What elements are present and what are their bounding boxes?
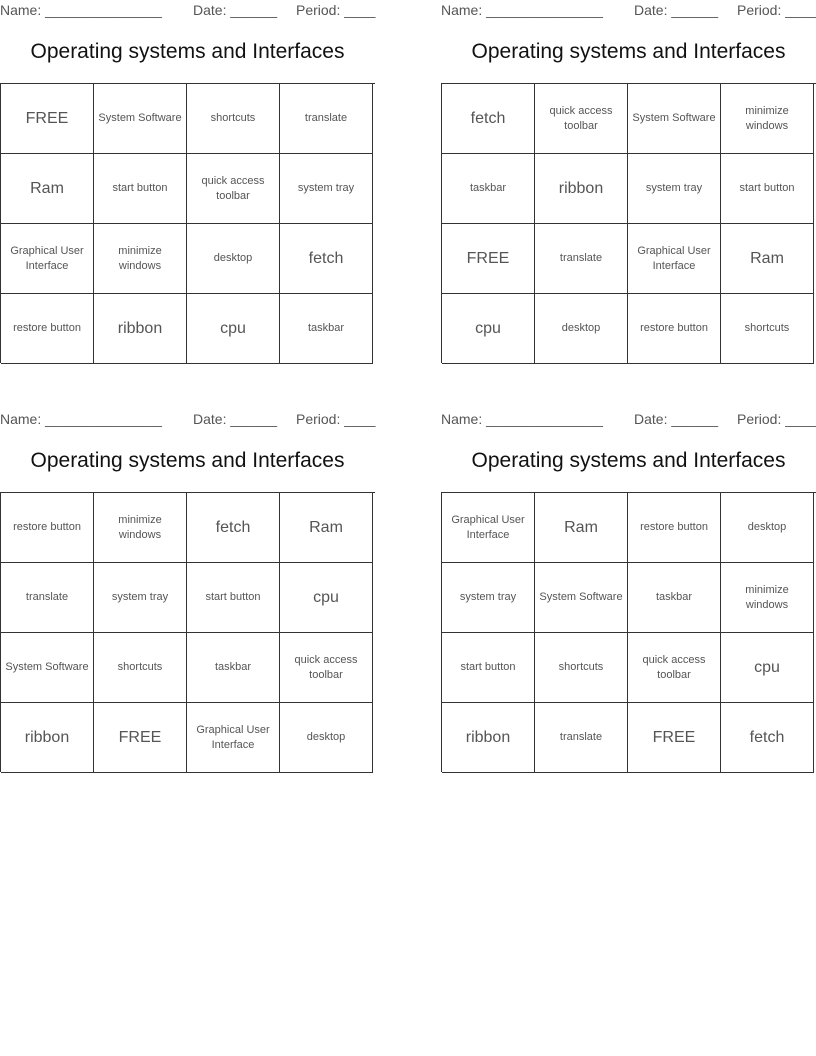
bingo-cell: start button xyxy=(442,633,535,703)
bingo-cell: cpu xyxy=(721,633,814,703)
bingo-cell: translate xyxy=(535,224,628,294)
bingo-grid xyxy=(441,83,816,363)
bingo-cell: quick access toolbar xyxy=(535,84,628,154)
name-field: Name: _______________ xyxy=(0,2,162,18)
bingo-cell: ribbon xyxy=(535,154,628,224)
bingo-cell: fetch xyxy=(442,84,535,154)
bingo-card xyxy=(0,409,375,774)
bingo-cell: desktop xyxy=(187,224,280,294)
bingo-cell: translate xyxy=(535,703,628,773)
bingo-grid xyxy=(0,83,375,363)
bingo-cell: restore button xyxy=(628,294,721,364)
bingo-cell: minimize windows xyxy=(721,563,814,633)
bingo-cell: taskbar xyxy=(187,633,280,703)
bingo-cell: start button xyxy=(721,154,814,224)
name-field: Name: _______________ xyxy=(441,411,603,427)
bingo-cell: desktop xyxy=(280,703,373,773)
bingo-grid xyxy=(441,492,816,772)
bingo-cell: restore button xyxy=(628,493,721,563)
bingo-cell: System Software xyxy=(94,84,187,154)
bingo-grid xyxy=(0,492,375,772)
card-header xyxy=(441,2,816,20)
bingo-cell: System Software xyxy=(535,563,628,633)
period-field: Period: ____ xyxy=(737,411,816,427)
card-header xyxy=(0,2,375,20)
bingo-cell: fetch xyxy=(721,703,814,773)
bingo-card xyxy=(0,0,375,365)
bingo-cell: Ram xyxy=(1,154,94,224)
bingo-cell: desktop xyxy=(721,493,814,563)
bingo-cell: shortcuts xyxy=(535,633,628,703)
card-title: Operating systems and Interfaces xyxy=(30,449,345,472)
bingo-cell: restore button xyxy=(1,294,94,364)
bingo-cell: FREE xyxy=(628,703,721,773)
bingo-cell: restore button xyxy=(1,493,94,563)
bingo-cell: shortcuts xyxy=(721,294,814,364)
bingo-cell: fetch xyxy=(187,493,280,563)
date-field: Date: ______ xyxy=(193,411,278,427)
bingo-cell: taskbar xyxy=(280,294,373,364)
bingo-cell: Graphical User Interface xyxy=(1,224,94,294)
bingo-cell: shortcuts xyxy=(94,633,187,703)
bingo-cell: taskbar xyxy=(442,154,535,224)
period-field: Period: ____ xyxy=(296,2,376,18)
bingo-cell: Graphical User Interface xyxy=(628,224,721,294)
bingo-cell: Ram xyxy=(535,493,628,563)
bingo-cell: taskbar xyxy=(628,563,721,633)
bingo-cell: system tray xyxy=(442,563,535,633)
bingo-cell: Ram xyxy=(721,224,814,294)
date-field: Date: ______ xyxy=(193,2,278,18)
bingo-cell: minimize windows xyxy=(94,493,187,563)
bingo-cell: ribbon xyxy=(94,294,187,364)
bingo-cell: quick access toolbar xyxy=(280,633,373,703)
bingo-cell: System Software xyxy=(628,84,721,154)
bingo-cell: quick access toolbar xyxy=(187,154,280,224)
bingo-cell: FREE xyxy=(442,224,535,294)
date-field: Date: ______ xyxy=(634,2,719,18)
card-header xyxy=(441,411,816,429)
bingo-cell: minimize windows xyxy=(94,224,187,294)
card-title: Operating systems and Interfaces xyxy=(30,40,345,63)
bingo-cell: system tray xyxy=(94,563,187,633)
card-header xyxy=(0,411,375,429)
bingo-cell: start button xyxy=(187,563,280,633)
bingo-cell: fetch xyxy=(280,224,373,294)
bingo-cell: shortcuts xyxy=(187,84,280,154)
period-field: Period: ____ xyxy=(737,2,816,18)
bingo-cell: System Software xyxy=(1,633,94,703)
date-field: Date: ______ xyxy=(634,411,719,427)
bingo-cell: cpu xyxy=(442,294,535,364)
bingo-cell: cpu xyxy=(187,294,280,364)
bingo-cell: Graphical User Interface xyxy=(442,493,535,563)
bingo-cell: start button xyxy=(94,154,187,224)
card-title: Operating systems and Interfaces xyxy=(471,40,786,63)
period-field: Period: ____ xyxy=(296,411,376,427)
bingo-cell: Graphical User Interface xyxy=(187,703,280,773)
bingo-cell: desktop xyxy=(535,294,628,364)
bingo-cell: quick access toolbar xyxy=(628,633,721,703)
bingo-cell: translate xyxy=(1,563,94,633)
bingo-cell: ribbon xyxy=(1,703,94,773)
bingo-cell: FREE xyxy=(94,703,187,773)
name-field: Name: _______________ xyxy=(441,2,603,18)
bingo-cell: cpu xyxy=(280,563,373,633)
name-field: Name: _______________ xyxy=(0,411,162,427)
bingo-cell: system tray xyxy=(628,154,721,224)
bingo-card xyxy=(441,0,816,365)
bingo-cell: system tray xyxy=(280,154,373,224)
bingo-card xyxy=(441,409,816,774)
card-title: Operating systems and Interfaces xyxy=(471,449,786,472)
bingo-cell: FREE xyxy=(1,84,94,154)
bingo-cell: ribbon xyxy=(442,703,535,773)
bingo-cell: translate xyxy=(280,84,373,154)
bingo-cell: Ram xyxy=(280,493,373,563)
bingo-cell: minimize windows xyxy=(721,84,814,154)
